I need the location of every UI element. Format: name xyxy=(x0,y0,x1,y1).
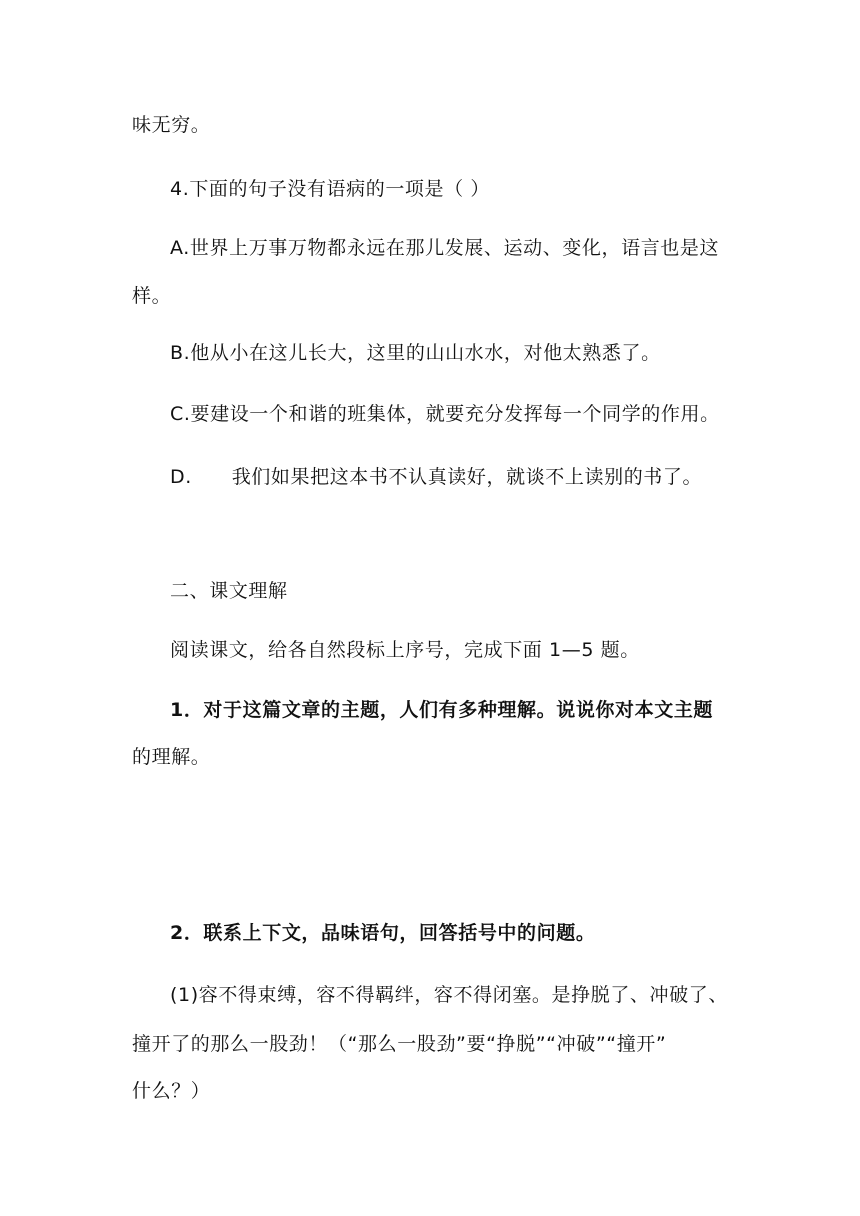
option-a-line-1: A.世界上万事万物都永远在那儿发展、运动、变化，语言也是这 xyxy=(170,237,720,259)
question-1-line-2: 的理解。 xyxy=(132,746,211,768)
question-2-1-line-2: 撞开了的那么一股劲！（“那么一股劲”要“挣脱”“冲破”“撞开” xyxy=(132,1033,667,1055)
reading-instruction: 阅读课文，给各自然段标上序号，完成下面 1—5 题。 xyxy=(170,639,640,661)
option-b: B.他从小在这儿长大，这里的山山水水，对他太熟悉了。 xyxy=(170,342,661,364)
question-2-1-line-1: (1)容不得束缚，容不得羁绊，容不得闭塞。是挣脱了、冲破了、 xyxy=(170,984,728,1006)
option-d: D. 我们如果把这本书不认真读好，就谈不上读别的书了。 xyxy=(170,466,703,488)
option-a-line-2: 样。 xyxy=(132,285,172,307)
option-c: C.要建设一个和谐的班集体，就要充分发挥每一个同学的作用。 xyxy=(170,403,720,425)
question-2-1-line-3: 什么？） xyxy=(132,1080,211,1102)
section-heading-text-comprehension: 二、课文理解 xyxy=(170,580,288,602)
question-2-stem: 2．联系上下文，品味语句，回答括号中的问题。 xyxy=(170,922,596,944)
question-1-line-1: 1．对于这篇文章的主题，人们有多种理解。说说你对本文主题 xyxy=(170,699,714,721)
text-line-continuation: 味无穷。 xyxy=(132,114,211,136)
question-4-stem: 4.下面的句子没有语病的一项是（ ） xyxy=(170,178,490,200)
